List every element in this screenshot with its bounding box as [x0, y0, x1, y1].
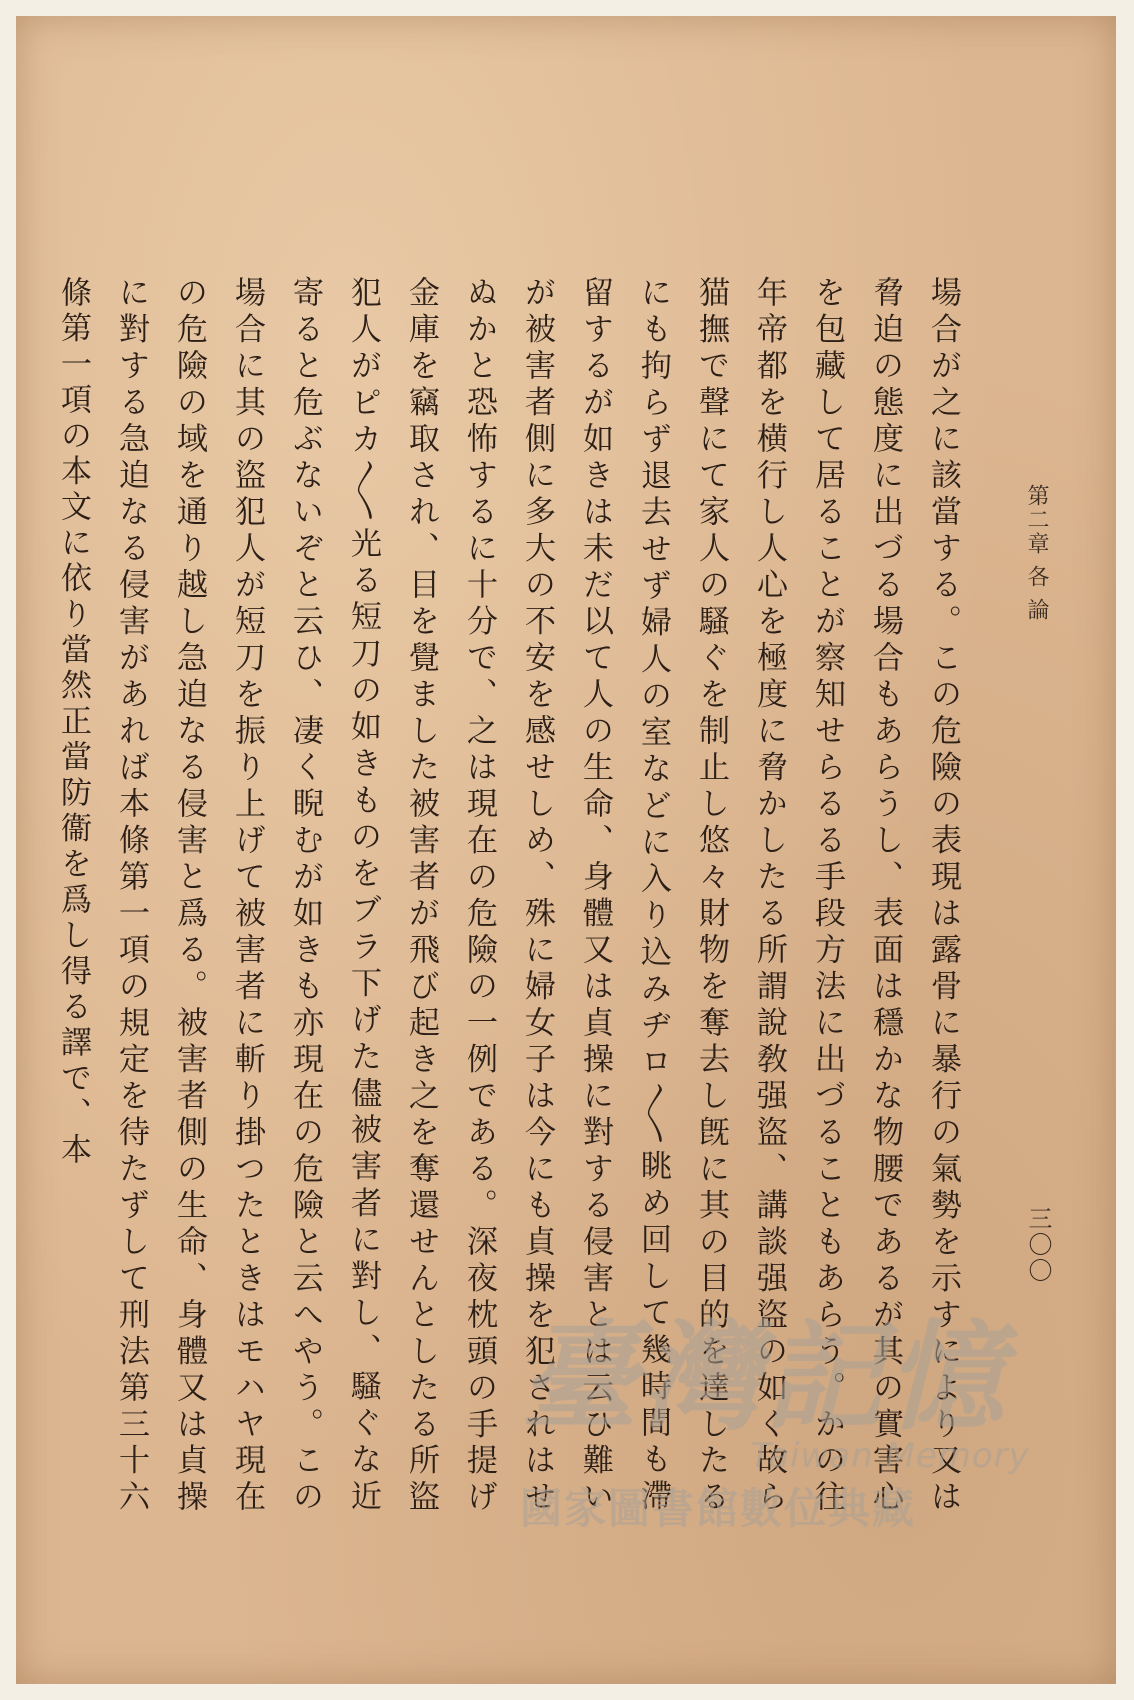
body-text: 場合が之に該當する。この危險の表現は露骨に暴行の氣勢を示すにより又は脅迫の態度に出づる場合もあらうし、表面は穩かな物腰であるが其の實害心を包藏して居ることが察知せらるる手段方法に出づることもあらう。かの往年帝都を横行し人心を極度に脅かしたる所謂說敎强盜、講談强盜の如く故ら猫撫で聲にて家人の騷ぐを制止し悠々財物を奪去し旣に其の目的を達したるにも拘らず退去せず婦人の室などに入り込みヂロ〳〵眺め回して幾時間も滯留するが如きは未だ以て人の生命、身體又は貞操に對する侵害とは云ひ難いが被害者側に多大の不安を感せしめ、殊に婦女子は今にも貞操を犯されはせぬかと恐怖するに十分で、之は現在の危險の一例である。深夜枕頭の手提げ金庫を竊取され、目を覺ました被害者が飛び起き之を奪還せんとしたる所盜犯人がピカ〳〵光る短刀の如きものをブラ下げた儘被害者に對し、騷ぐな近寄ると危ぶないぞと云ひ、凄く睨むが如きも亦現在の危險と云へやう。この場合に其の盜犯人が短刀を振り上げて被害者に斬り掛つたときはモハヤ現在の危險の域を通り越し急迫なる侵害と爲る。被害者側の生命、身體又は貞操に對する急迫なる侵害があれば本條第一項の規定を待たずして刑法第三十六條第一項の本文に依り當然正當防衞を爲し得る譯で、本 — [55, 276, 961, 1516]
watermark-caption: 國家圖書館數位典藏 — [520, 1484, 917, 1533]
page-number: 三〇〇 — [1024, 1206, 1052, 1284]
document-page — [16, 16, 1116, 1684]
watermark-latin: Taiwan Memory — [750, 1436, 1030, 1476]
running-head: 第二章 各 論 — [1024, 484, 1049, 622]
watermark-logo: 臺灣記憶 — [520, 1308, 1009, 1446]
